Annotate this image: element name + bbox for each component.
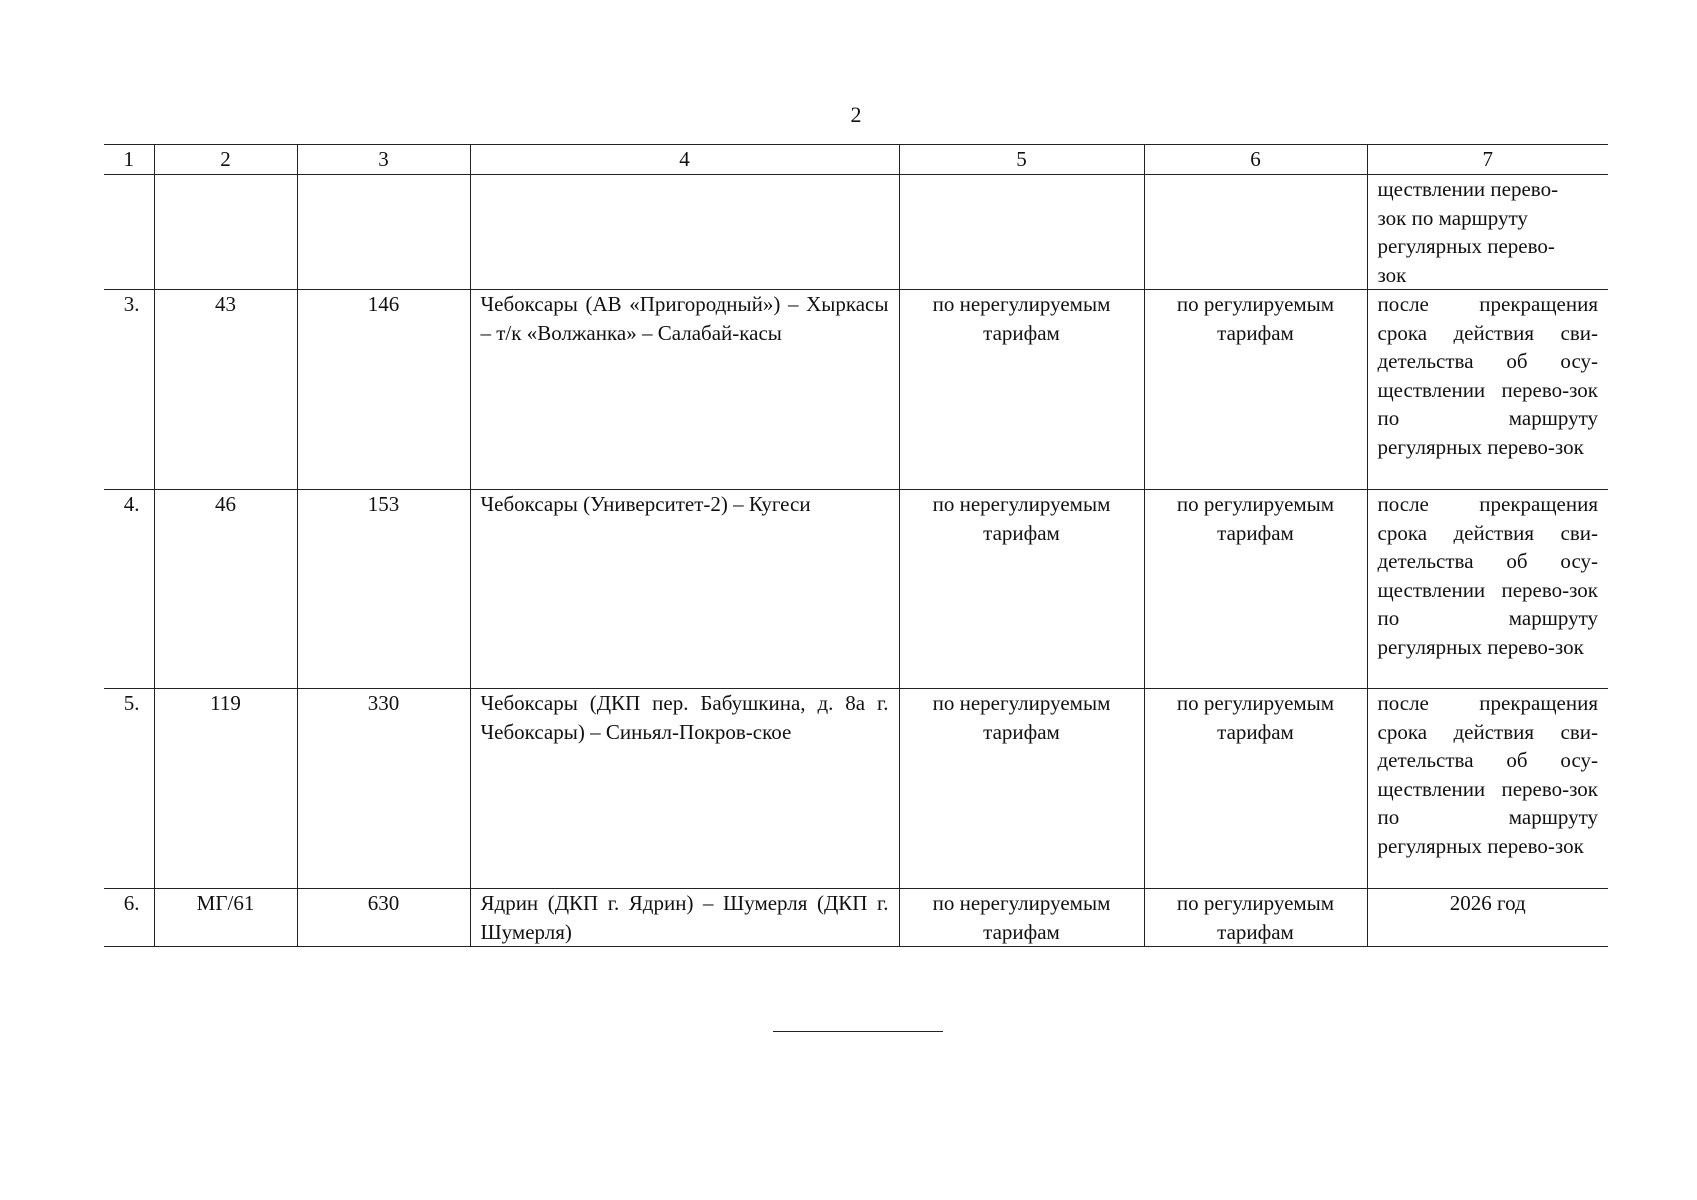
change-term: после прекращения срока действия сви-детельства об осу-ществлении перево-зок по маршруту регулярных перево-зок (1367, 490, 1608, 689)
route-name: Ядрин (ДКП г. Ядрин) – Шумерля (ДКП г. Шумерля) (470, 889, 899, 947)
column-number-7: 7 (1367, 145, 1608, 175)
route-number: 630 (297, 889, 470, 947)
row-number: 4. (104, 490, 154, 689)
column-number-6: 6 (1144, 145, 1367, 175)
table-row (104, 175, 1608, 290)
registry-number: МГ/61 (154, 889, 297, 947)
new-tariff-type: по регулируемым тарифам (1144, 689, 1367, 889)
empty-cell (899, 175, 1144, 290)
page-number: 2 (850, 102, 862, 127)
empty-cell (297, 175, 470, 290)
empty-cell (104, 175, 154, 290)
end-of-document-line (773, 1031, 943, 1032)
route-name: Чебоксары (АВ «Пригородный») – Хыркасы – т/к «Волжанка» – Салабай-касы (470, 290, 899, 490)
column-number-4: 4 (470, 145, 899, 175)
change-term: после прекращения срока действия сви-детельства об осу-ществлении перево-зок по маршруту регулярных перево-зок (1367, 290, 1608, 490)
current-tariff-type: по нерегулируемым тарифам (899, 490, 1144, 689)
routes-table (104, 144, 1608, 947)
table-row (104, 689, 1608, 889)
table-row (104, 490, 1608, 689)
new-tariff-type: по регулируемым тарифам (1144, 290, 1367, 490)
route-name: Чебоксары (Университет-2) – Кугеси (470, 490, 899, 689)
empty-cell (470, 175, 899, 290)
column-number-header-row (104, 145, 1608, 175)
change-term: после прекращения срока действия сви-детельства об осу-ществлении перево-зок по маршруту регулярных перево-зок (1367, 689, 1608, 889)
empty-cell (1144, 175, 1367, 290)
row-number: 5. (104, 689, 154, 889)
current-tariff-type: по нерегулируемым тарифам (899, 889, 1144, 947)
table-row (104, 290, 1608, 490)
new-tariff-type: по регулируемым тарифам (1144, 490, 1367, 689)
row-number: 6. (104, 889, 154, 947)
row-number: 3. (104, 290, 154, 490)
column-number-5: 5 (899, 145, 1144, 175)
registry-number: 43 (154, 290, 297, 490)
current-tariff-type: по нерегулируемым тарифам (899, 290, 1144, 490)
current-tariff-type: по нерегулируемым тарифам (899, 689, 1144, 889)
column-number-1: 1 (104, 145, 154, 175)
table-row (104, 889, 1608, 947)
registry-number: 46 (154, 490, 297, 689)
new-tariff-type: по регулируемым тарифам (1144, 889, 1367, 947)
empty-cell (154, 175, 297, 290)
continued-term-cell: ществлении перево- зок по маршруту регулярных перево- зок (1367, 175, 1608, 290)
column-number-2: 2 (154, 145, 297, 175)
route-number: 146 (297, 290, 470, 490)
route-number: 330 (297, 689, 470, 889)
column-number-3: 3 (297, 145, 470, 175)
registry-number: 119 (154, 689, 297, 889)
change-term: 2026 год (1367, 889, 1608, 947)
route-name: Чебоксары (ДКП пер. Бабушкина, д. 8а г. Чебоксары) – Синьял-Покров-ское (470, 689, 899, 889)
route-number: 153 (297, 490, 470, 689)
